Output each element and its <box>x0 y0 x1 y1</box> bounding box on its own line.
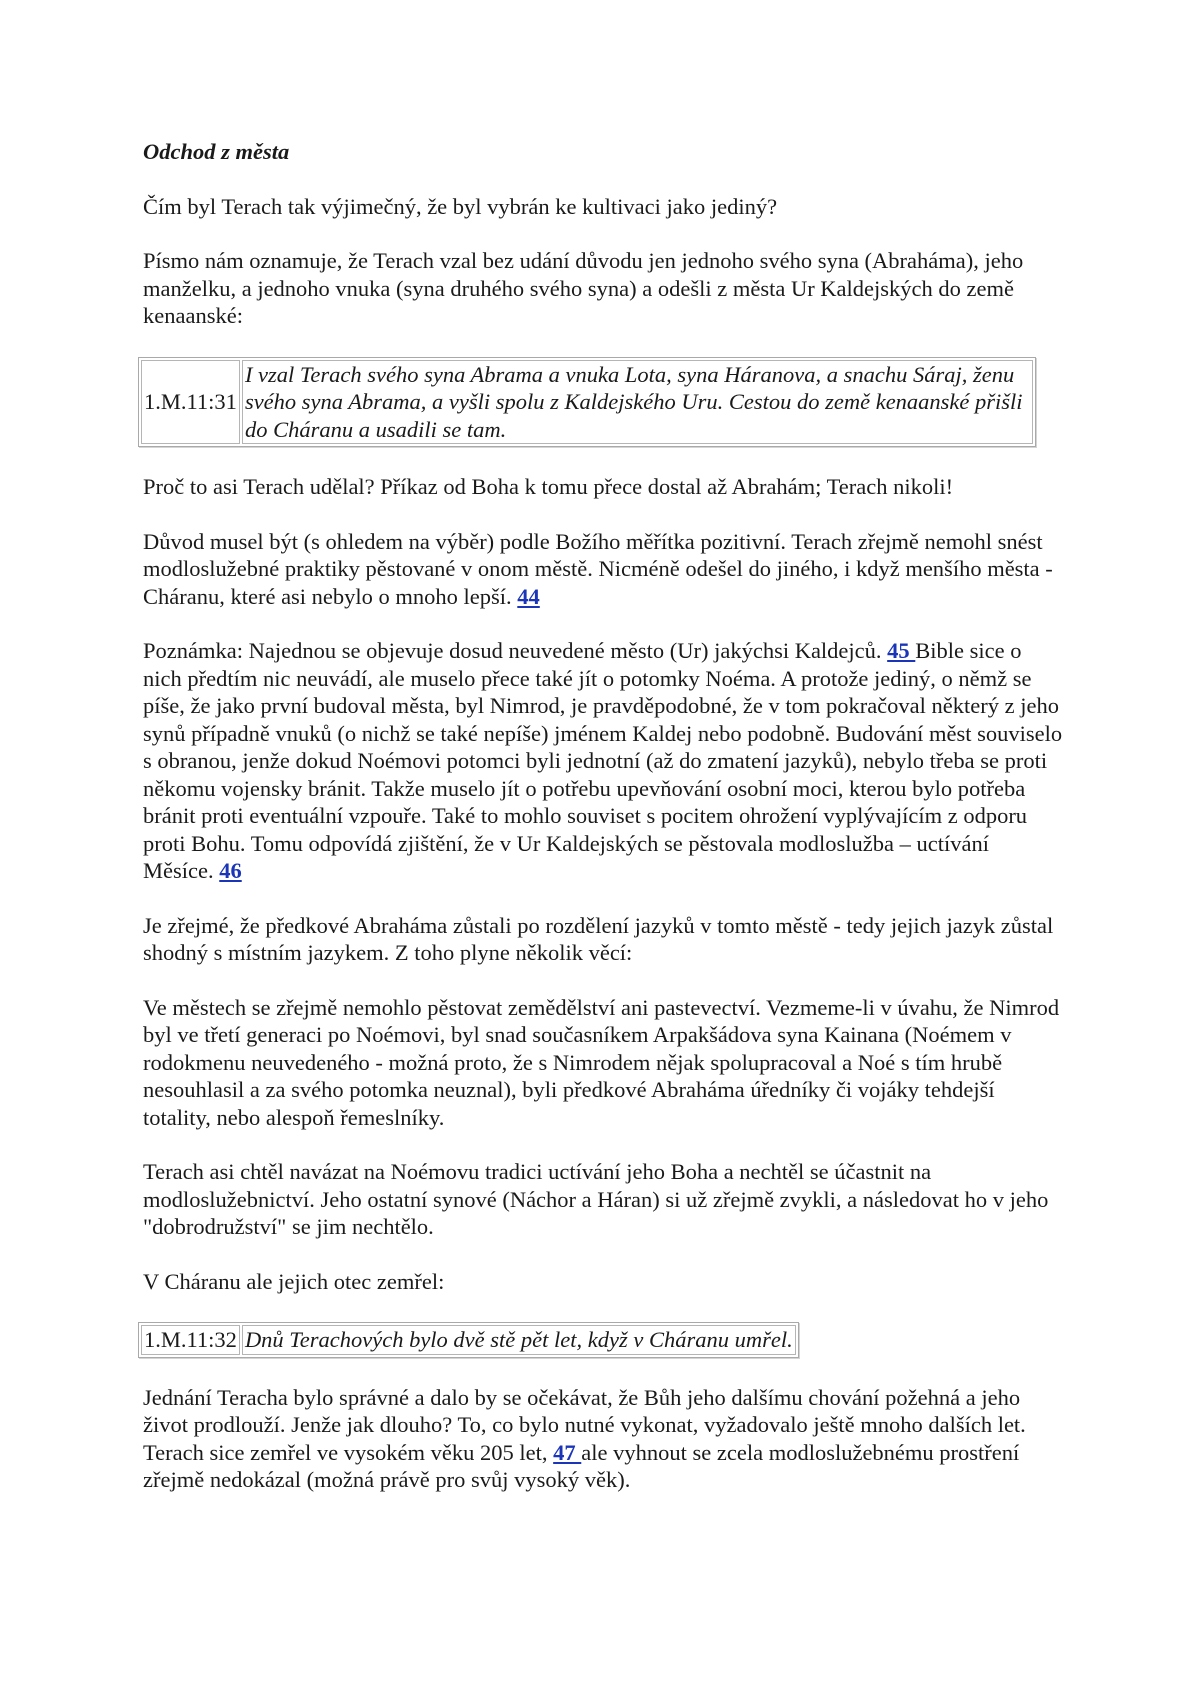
verse-table-1 <box>138 357 1036 448</box>
paragraph-7: Ve městech se zřejmě nemohlo pěstovat zemědělství ani pastevectví. Vezmeme-li v úvahu, že Nimrod byl ve třetí generaci po Noémovi, byl snad současníkem Arpakšádova syna Kainana (Noémem v rodokmenu neuvedeného - možná proto, že s Nimrodem nějak spolupracoval a Noé s tím hrubě nesouhlasil a za svého potomka neuznal), byli předkové Abraháma úředníky či vojáky tehdejší totality, nebo alespoň řemeslníky. <box>143 994 1060 1130</box>
paragraph-2: Písmo nám oznamuje, že Terach vzal bez udání důvodu jen jednoho svého syna (Abraháma), jeho manželku, a jednoho vnuka (syna druhého svého syna) a odešli z města Ur Kaldejských do země kenaanské: <box>143 248 1024 328</box>
paragraph-3: Proč to asi Terach udělal? Příkaz od Boha k tomu přece dostal až Abrahám; Terach nikoli! <box>143 474 954 499</box>
paragraph-8: Terach asi chtěl navázat na Noémovu tradici uctívání jeho Boha a nechtěl se účastnit na modloslužebnictví. Jeho ostatní synové (Náchor a Háran) si už zřejmě zvykli, a následovat ho v jeho "dobrodružství" se jim nechtělo. <box>143 1159 1049 1239</box>
document-page <box>143 138 1063 1521</box>
paragraph-10-text-b: ale vyhnout se zcela modloslužebnému prostření zřejmě nedokázal (možná právě pro svůj vysoký věk). <box>143 1439 1020 1492</box>
paragraph-4-text: Důvod musel být (s ohledem na výběr) podle Božího měřítka pozitivní. Terach zřejmě nemohl snést modloslužebné praktiky pěstované v onom městě. Nicméně odešel do jiného, i když menšího města - Cháranu, které asi nebylo o mnoho lepší. <box>143 528 1053 609</box>
verse-reference: 1.M.11:32 <box>141 1325 240 1355</box>
paragraph-1: Čím byl Terach tak výjimečný, že byl vybrán ke kultivaci jako jediný? <box>143 193 778 219</box>
footnote-link-47[interactable]: 47 <box>553 1439 582 1465</box>
paragraph-5-text-b: Bible sice o nich předtím nic neuvádí, ale muselo přece také jít o potomky Noéma. A protože jediný, o němž se píše, že jako první budoval města, byl Nimrod, je pravděpodobné, že v tom pokračoval některý z jeho synů případně vnuků (o nichž se také nepíše) jménem Kaldej nebo podobně. Budování měst souviselo s obranou, jenže dokud Noémovi potomci byli jednotní (až do zmatení jazyků), nebylo třeba se proti někomu vojensky bránit. Takže muselo jít o potřebu upevňování osobní moci, kterou bylo potřeba bránit proti eventuální vzpouře. Také to mohlo souviset s pocitem ohrožení vyplývajícím z odporu proti Bohu. Tomu odpovídá zjištění, že v Ur Kaldejských se pěstovala modloslužba – uctívání Měsíce. <box>143 638 1063 883</box>
footnote-link-44[interactable]: 44 <box>517 583 540 609</box>
verse-table-2 <box>138 1322 799 1358</box>
paragraph-5 <box>143 637 1063 885</box>
paragraph-9: V Cháranu ale jejich otec zemřel: <box>143 1268 445 1294</box>
paragraph-10 <box>143 1384 1063 1494</box>
paragraph-4 <box>143 528 1063 611</box>
verse-text: I vzal Terach svého syna Abrama a vnuka Lota, syna Háranova, a snachu Sáraj, ženu svého syna Abrama, a vyšli spolu z Kaldejského Uru. Cestou do země kenaanské přišli do Cháranu a usadili se tam. <box>242 360 1033 445</box>
verse-text: Dnů Terachových bylo dvě stě pět let, když v Cháranu umřel. <box>242 1325 796 1355</box>
verse-reference: 1.M.11:31 <box>141 360 240 445</box>
footnote-link-46[interactable]: 46 <box>219 858 242 883</box>
paragraph-10-text-a: Jednání Teracha bylo správné a dalo by se očekávat, že Bůh jeho dalšímu chování požehná a jeho život prodlouží. Jenže jak dlouho? To, co bylo nutné vykonat, vyžadovalo ještě mnoho dalších let. Terach sice zemřel ve vysokém věku 205 let, <box>143 1384 1026 1465</box>
paragraph-5-text-a: Poznámka: Najednou se objevuje dosud neuvedené město (Ur) jakýchsi Kaldejců. <box>143 638 888 663</box>
footnote-link-45[interactable]: 45 <box>887 638 916 663</box>
section-title: Odchod z města <box>143 139 290 164</box>
paragraph-6: Je zřejmé, že předkové Abraháma zůstali po rozdělení jazyků v tomto městě - tedy jejich jazyk zůstal shodný s místním jazykem. Z toho plyne několik věcí: <box>143 912 1054 965</box>
